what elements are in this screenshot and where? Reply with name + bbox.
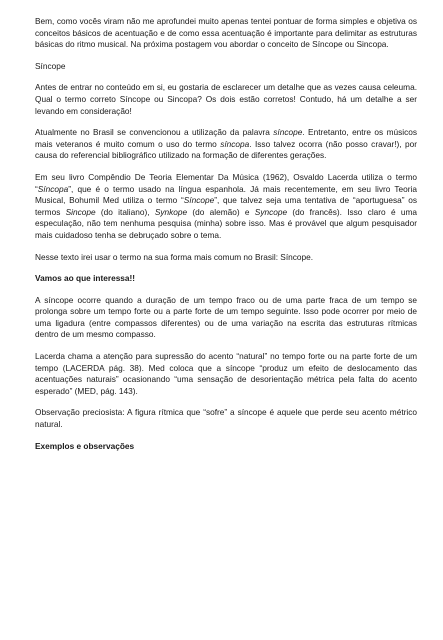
text-span: ”, que é o termo usado na língua espanhola. Já mais recentemente, em seu livro Teoria Musical, Bohumil Med utiliza o termo “ xyxy=(35,183,417,206)
italic-term: síncope xyxy=(273,127,303,138)
text-span: . Isso talvez ocorra (não posso cravar!), por causa do referencial bibliográfico utilizado na formação de diferentes gerações. xyxy=(35,138,417,161)
terminology-paragraph: Antes de entrar no conteúdo em si, eu gostaria de esclarecer um detalhe que as vezes causa celeuma. Qual o termo correto Síncope ou Sincopa? Os dois estão corretos! Contudo, há um detalhe a ser levando em consideração! xyxy=(35,82,417,116)
italic-term: Sincope xyxy=(65,206,96,217)
section-heading-exemplos: Exemplos e observações xyxy=(35,440,135,451)
text-span: Em seu livro Compêndio De Teoria Elementar Da Música (1962), Osvaldo Lacerda utiliza o termo “ xyxy=(35,171,417,194)
italic-term: Syncope xyxy=(254,206,288,217)
italic-term: síncopa xyxy=(220,138,250,149)
italic-term: Síncopa xyxy=(37,183,69,194)
text-span: ”, que talvez seja uma tentativa de “aportuguesa” os termos xyxy=(35,195,417,217)
text-span: (do francês). Isso claro é uma especulação, não tem nenhuma pesquisa (minha) sobre isso. Mas é provável que algum pesquisador mais cuidadoso tenha se debruçado sobre o tema. xyxy=(35,206,417,240)
term-choice-paragraph: Nesse texto irei usar o termo na sua forma mais comum no Brasil: Síncope. xyxy=(35,251,314,262)
brazil-usage-paragraph xyxy=(35,127,417,162)
section-heading-sincope: Síncope xyxy=(35,60,66,71)
text-span: Atualmente no Brasil se convencionou a utilização da palavra xyxy=(35,127,274,138)
bibliography-paragraph xyxy=(35,172,417,242)
italic-term: Synkope xyxy=(154,206,188,217)
lacerda-med-paragraph: Lacerda chama a atenção para supressão do acento “natural” no tempo forte ou na parte forte de um tempo (LACERDA pág. 38). Med coloca que a síncope “produz um efeito de deslocamento das acentuações naturais” ocasionando “uma sensação de desorientação métrica pela falta do acento esperado” (MED, pág. 143). xyxy=(35,351,417,396)
italic-term: Síncope xyxy=(183,195,215,206)
text-span: (do italiano), xyxy=(95,206,155,217)
section-heading-interessa: Vamos ao que interessa!! xyxy=(35,273,136,284)
intro-paragraph: Bem, como vocês viram não me aprofundei muito apenas tentei pontuar de forma simples e objetiva os conceitos básicos de acentuação e de como essa acentuação é importante para delimitar as estruturas básicas do ritmo musical. Na próxima postagem vou abordar o conceito de Síncope ou Sincopa. xyxy=(35,16,417,50)
text-span: (do alemão) e xyxy=(187,206,255,217)
observation-paragraph: Observação preciosista: A figura rítmica que “sofre” a síncope é aquele que perde seu acento métrico natural. xyxy=(35,407,417,430)
definition-paragraph: A síncope ocorre quando a duração de um tempo fraco ou de uma parte fraca de um tempo se prolonga sobre um tempo forte ou a parte forte de um tempo seguinte. Isso pode ocorrer por meio de uma ligadura (entre compassos diferentes) ou de uma variação na escrita das estruturas rítmicas dentro de um mesmo compasso. xyxy=(35,294,417,340)
text-span: . Entretanto, entre os músicos mais veteranos é muito comum o uso do termo xyxy=(35,127,417,149)
